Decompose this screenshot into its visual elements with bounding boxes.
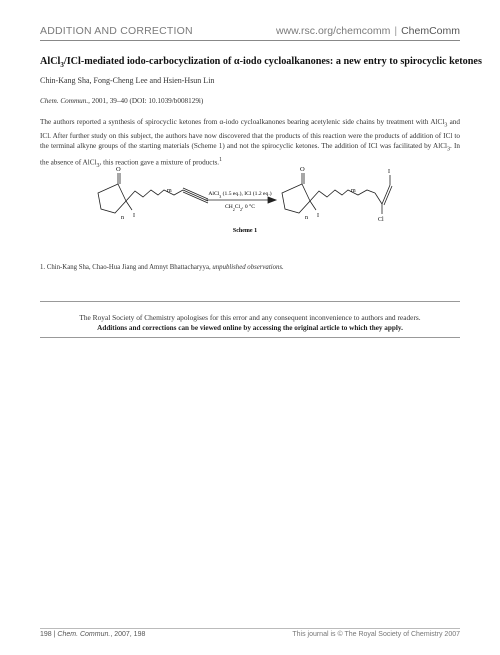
page-footer <box>40 631 460 643</box>
vinyl-bond <box>375 193 382 204</box>
page-number: 198 <box>40 631 52 638</box>
footer-year-pages: , 2007, 198 <box>110 631 146 638</box>
apology-text: The Royal Society of Chemistry apologises for this error and any consequent inconvenience to authors and readers. <box>79 313 421 322</box>
online-notice: Additions and corrections can be viewed online by accessing the original article to which they apply. <box>97 324 403 332</box>
header-rule <box>40 40 460 41</box>
reference-journal: Chem. Commun. <box>40 97 89 105</box>
reactant-c-i-bond <box>126 201 132 210</box>
footnote-1 <box>40 264 284 271</box>
correction-body: The authors reported a synthesis of spirocyclic ketones from α-iodo cycloalkanones bearing acetylenic side chains by treatment with AlCl$_3$ and ICl. After further study on this subject, the authors have now discovered that the products of this reaction were the products of addition of ICl to the terminal alkyne groups of the starting materials (Scheme 1) and not the spirocyclic ketones. The addition of ICl was facilitated by AlCl$_3$. In the absence of AlCl$_3$, this reaction gave a mixture of products.$^1$ <box>40 118 460 169</box>
atom-o-right: O <box>300 166 305 173</box>
copyright-notice: This journal is © The Royal Society of Chemistry 2007 <box>292 631 460 638</box>
arrow-head <box>268 197 276 203</box>
reactant-chain <box>126 190 183 201</box>
footer-journal: Chem. Commun. <box>57 631 111 638</box>
atom-i-right: I <box>317 213 319 219</box>
footer-separator: | <box>53 631 56 638</box>
subscript-n-right: n <box>305 215 308 221</box>
scheme-label: Scheme 1 <box>232 228 258 234</box>
reactant-ring <box>98 184 126 213</box>
subscript-n-left: n <box>121 215 124 221</box>
reagents-label: AlCl$_3$ (1.5 eq.), ICl (1.2 eq.) <box>208 191 272 199</box>
journal-name: ChemComm <box>401 25 460 37</box>
notice-bottom-rule <box>40 337 460 338</box>
scheme-1 <box>90 160 420 260</box>
header-separator: | <box>394 25 398 37</box>
header-right <box>276 25 460 37</box>
atom-i-left: I <box>133 213 135 219</box>
atom-o-left: O <box>116 166 121 173</box>
footnote-text: Chin-Kang Sha, Chao-Hua Jiang and Amnyt Bhattacharyya, <box>46 264 211 271</box>
reference-details: , 2001, 39–40 (DOI: 10.1039/b008129i) <box>88 97 204 105</box>
author-list: Chin-Kang Sha, Fong-Cheng Lee and Hsien-Hsun Lin <box>40 76 215 85</box>
conditions-label: $CH_2Cl_2$, 0 °C <box>224 204 256 212</box>
footer-citation <box>40 631 145 638</box>
atom-i-vinyl: I <box>388 169 390 175</box>
subscript-m-right: m <box>351 188 356 194</box>
article-title: AlCl$_3$/ICl-mediated iodo-carbocyclization of α-iodo cycloalkanones: a new entry to spirocyclic ketones <box>40 56 482 70</box>
atom-cl-vinyl: Cl <box>378 217 384 223</box>
journal-url[interactable]: www.rsc.org/chemcomm <box>275 25 391 37</box>
original-reference <box>40 97 203 105</box>
product-ring <box>282 184 310 213</box>
section-label: ADDITION AND CORRECTION <box>40 25 193 37</box>
product-chain <box>310 190 375 201</box>
footnote-number: 1. <box>40 264 46 271</box>
footer-rule <box>40 628 460 629</box>
page-header <box>40 22 460 40</box>
notice-top-rule <box>40 301 460 302</box>
alkyne-bond <box>183 190 208 201</box>
footnote-italic: unpublished observations. <box>212 264 284 271</box>
subscript-m-left: m <box>167 188 172 194</box>
